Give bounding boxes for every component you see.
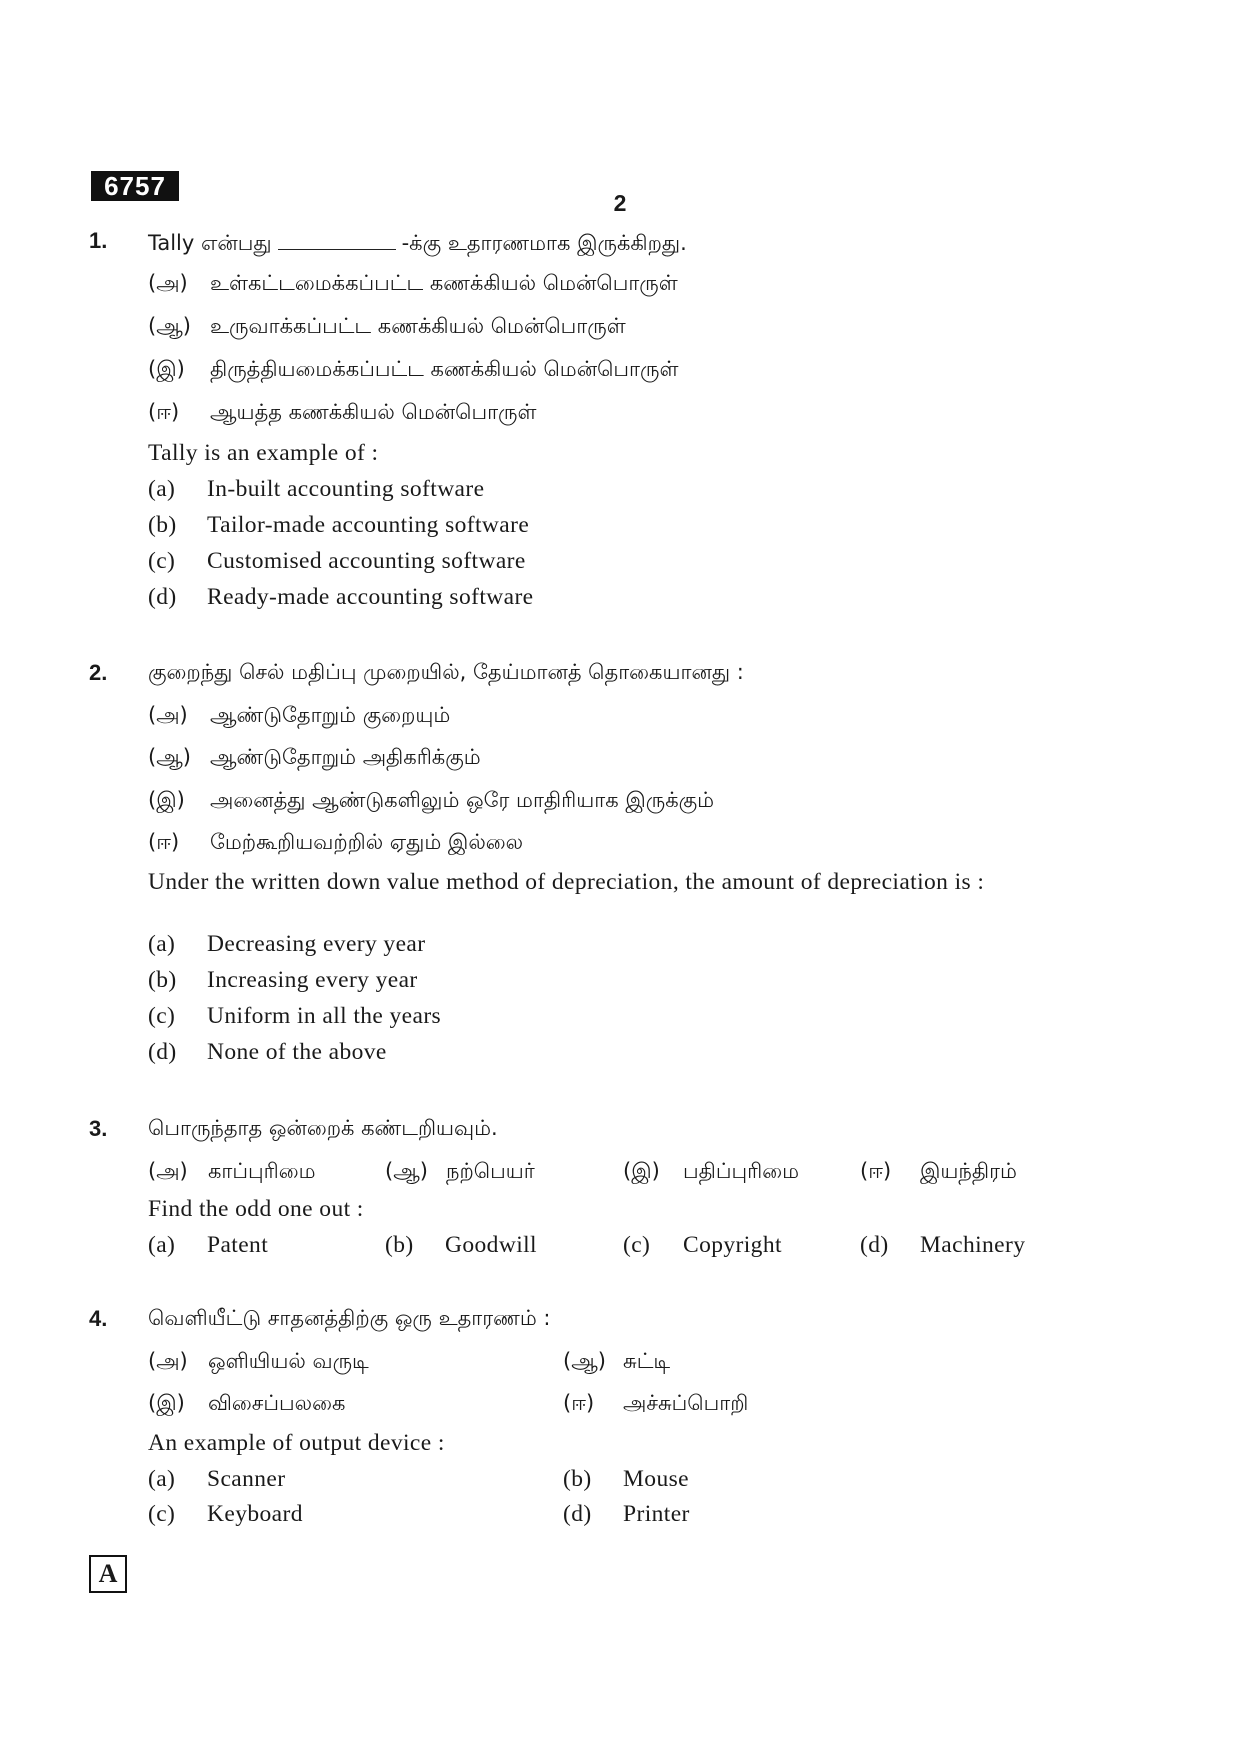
option-label: (d) bbox=[148, 584, 177, 610]
option-text: Mouse bbox=[623, 1466, 689, 1492]
page-number: 2 bbox=[613, 190, 627, 216]
option-text: In-built accounting software bbox=[207, 476, 485, 502]
question-stem-english: An example of output device : bbox=[148, 1430, 445, 1456]
question-stem-english: Under the written down value method of depreciation, the amount of depreciation is : bbox=[148, 869, 985, 895]
option-text: Uniform in all the years bbox=[207, 1003, 442, 1029]
option-label: (ஆ) bbox=[148, 745, 191, 769]
option-text: உருவாக்கப்பட்ட கணக்கியல் மென்பொருள் bbox=[210, 314, 626, 338]
paper-code-badge: 6757 bbox=[91, 171, 179, 201]
option-label: (b) bbox=[148, 512, 177, 538]
option-text: நற்பெயர் bbox=[446, 1159, 535, 1183]
option-label: (a) bbox=[148, 476, 176, 502]
option-label: (b) bbox=[148, 967, 177, 993]
option-text: Goodwill bbox=[445, 1232, 537, 1258]
option-text: ஆயத்த கணக்கியல் மென்பொருள் bbox=[210, 400, 537, 424]
option-text: மேற்கூறியவற்றில் ஏதும் இல்லை bbox=[210, 830, 524, 854]
option-label: (c) bbox=[148, 548, 176, 574]
question-number: 3. bbox=[89, 1116, 108, 1141]
option-label: (ஈ) bbox=[148, 400, 180, 424]
question-stem-english: Tally is an example of : bbox=[148, 440, 379, 466]
option-label: (அ) bbox=[148, 1349, 188, 1373]
option-text: உள்கட்டமைக்கப்பட்ட கணக்கியல் மென்பொருள் bbox=[210, 271, 678, 295]
option-label: (c) bbox=[148, 1003, 176, 1029]
option-label: (ஆ) bbox=[385, 1159, 428, 1183]
option-label: (a) bbox=[148, 931, 176, 957]
option-text: Tailor-made accounting software bbox=[207, 512, 530, 538]
fill-in-blank bbox=[278, 229, 396, 250]
option-text: Customised accounting software bbox=[207, 548, 526, 574]
option-text: Keyboard bbox=[207, 1501, 303, 1527]
option-text: Patent bbox=[207, 1232, 269, 1258]
option-text: Machinery bbox=[920, 1232, 1026, 1258]
option-text: Printer bbox=[623, 1501, 690, 1527]
stem-after-blank: -க்கு உதாரணமாக இருக்கிறது. bbox=[401, 231, 687, 255]
option-label: (ஈ) bbox=[148, 830, 180, 854]
question-stem-tamil: குறைந்து செல் மதிப்பு முறையில், தேய்மானத் தொகையானது : bbox=[148, 660, 744, 684]
question-stem-english: Find the odd one out : bbox=[148, 1196, 364, 1222]
option-label: (அ) bbox=[148, 271, 188, 295]
section-marker-box: A bbox=[89, 1555, 127, 1593]
option-text: Scanner bbox=[207, 1466, 286, 1492]
option-text: ஆண்டுதோறும் அதிகரிக்கும் bbox=[210, 745, 481, 769]
option-label: (a) bbox=[148, 1466, 176, 1492]
option-text: ஆண்டுதோறும் குறையும் bbox=[210, 703, 451, 727]
option-label: (ஈ) bbox=[563, 1391, 595, 1415]
option-label: (இ) bbox=[623, 1159, 660, 1183]
option-text: ஒளியியல் வருடி bbox=[208, 1349, 369, 1373]
option-label: (c) bbox=[623, 1232, 651, 1258]
option-label: (d) bbox=[860, 1232, 889, 1258]
option-text: இயந்திரம் bbox=[920, 1159, 1017, 1183]
option-text: காப்புரிமை bbox=[208, 1159, 316, 1183]
option-text: Increasing every year bbox=[207, 967, 418, 993]
option-label: (அ) bbox=[148, 703, 188, 727]
option-label: (d) bbox=[148, 1039, 177, 1065]
stem-before-blank: Tally என்பது bbox=[148, 231, 272, 255]
option-text: சுட்டி bbox=[623, 1349, 671, 1373]
option-label: (b) bbox=[385, 1232, 414, 1258]
option-label: (ஆ) bbox=[148, 314, 191, 338]
question-number: 1. bbox=[89, 228, 108, 253]
option-label: (b) bbox=[563, 1466, 592, 1492]
question-stem-tamil bbox=[148, 229, 687, 258]
option-label: (அ) bbox=[148, 1159, 188, 1183]
option-text: பதிப்புரிமை bbox=[683, 1159, 799, 1183]
option-label: (இ) bbox=[148, 357, 185, 381]
option-text: விசைப்பலகை bbox=[208, 1391, 346, 1415]
option-text: அச்சுப்பொறி bbox=[623, 1391, 749, 1415]
option-label: (c) bbox=[148, 1501, 176, 1527]
question-number: 4. bbox=[89, 1306, 108, 1331]
option-label: (ஈ) bbox=[860, 1159, 892, 1183]
option-label: (a) bbox=[148, 1232, 176, 1258]
option-text: None of the above bbox=[207, 1039, 387, 1065]
option-text: திருத்தியமைக்கப்பட்ட கணக்கியல் மென்பொருள் bbox=[210, 357, 679, 381]
question-stem-tamil: பொருந்தாத ஒன்றைக் கண்டறியவும். bbox=[148, 1116, 498, 1140]
question-number: 2. bbox=[89, 660, 108, 685]
option-label: (ஆ) bbox=[563, 1349, 606, 1373]
option-text: Decreasing every year bbox=[207, 931, 426, 957]
option-text: அனைத்து ஆண்டுகளிலும் ஒரே மாதிரியாக இருக்கும் bbox=[210, 788, 715, 812]
option-label: (இ) bbox=[148, 1391, 185, 1415]
option-text: Ready-made accounting software bbox=[207, 584, 534, 610]
question-stem-tamil: வெளியீட்டு சாதனத்திற்கு ஒரு உதாரணம் : bbox=[148, 1306, 551, 1330]
option-text: Copyright bbox=[683, 1232, 782, 1258]
option-label: (இ) bbox=[148, 788, 185, 812]
option-label: (d) bbox=[563, 1501, 592, 1527]
